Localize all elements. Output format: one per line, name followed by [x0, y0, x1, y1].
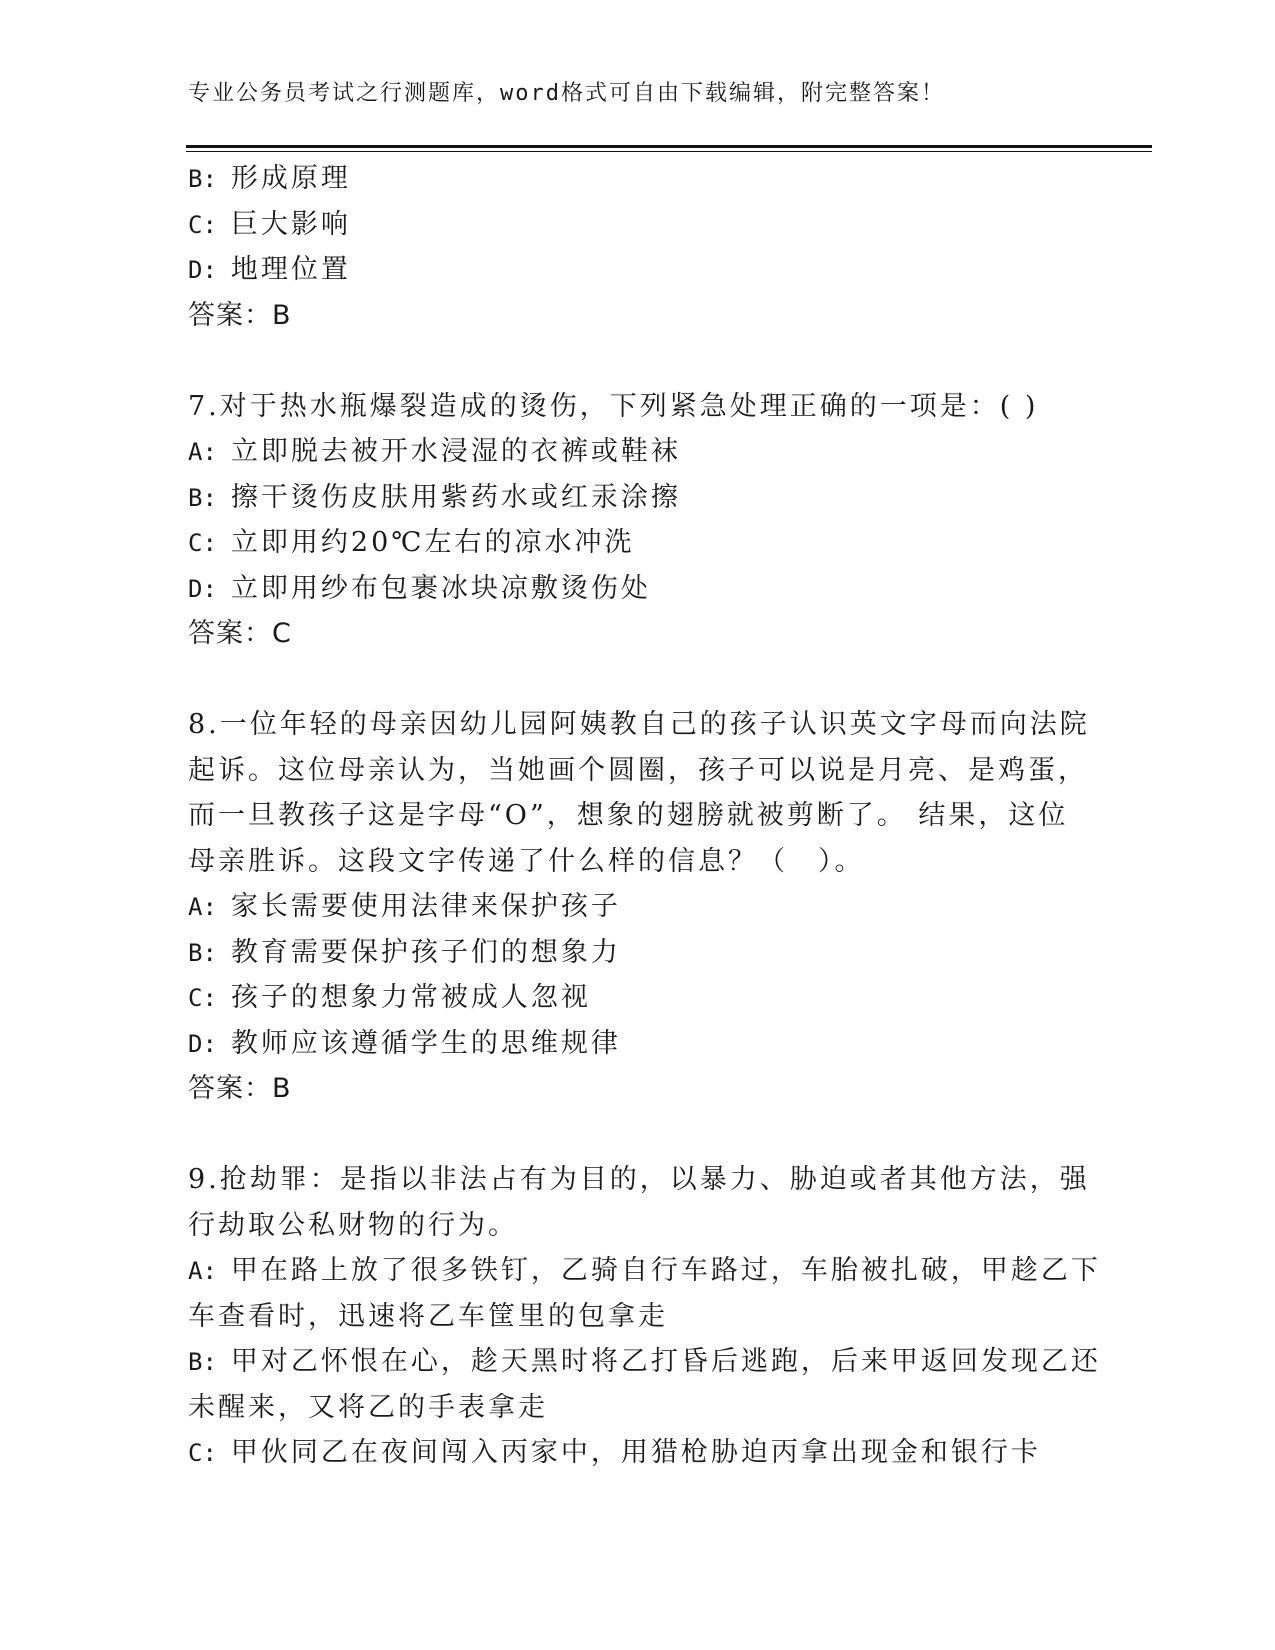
question-9 — [188, 1157, 1101, 1476]
option-b: B: 形成原理 — [188, 163, 351, 194]
option-b: B: 擦干烫伤皮肤用紫药水或红汞涂擦 — [188, 481, 681, 513]
question-stem-line: 行劫取公私财物的行为。 — [188, 1209, 518, 1241]
option-c: C: 孩子的想象力常被成人忽视 — [188, 982, 591, 1013]
option-c: C: 巨大影响 — [188, 208, 351, 240]
option-b: B: 教育需要保护孩子们的想象力 — [188, 936, 621, 968]
option-a: A: 甲在路上放了很多铁钉，乙骑自行车路过，车胎被扎破，甲趁乙下 车查看时，迅速将乙车筐里的包拿走 — [188, 1248, 1088, 1339]
answer: 答案：B — [188, 1073, 292, 1104]
question-stem-line: 母亲胜诉。这段文字传递了什么样的信息？（ ）。 — [188, 845, 865, 877]
question-stem-line: 9.抢劫罪：是指以非法占有为目的，以暴力、胁迫或者其他方法，强 — [188, 1164, 1090, 1195]
answer: 答案：C — [188, 618, 292, 649]
answer: 答案：B — [188, 299, 292, 331]
option-c: C: 立即用约20℃左右的凉水冲洗 — [188, 527, 635, 558]
option-continuation: 未醒来，又将乙的手表拿走 — [188, 1391, 548, 1423]
question-stem-line: 而一旦教孩子这是字母“O”，想象的翅膀就被剪断了。 结果，这位 — [188, 800, 1069, 831]
option-d: D: 教师应该遵循学生的思维规律 — [188, 1027, 621, 1059]
question-stem-line: 8.一位年轻的母亲因幼儿园阿姨教自己的孩子认识英文字母而向法院 — [188, 709, 1090, 740]
header-rule-thick — [186, 145, 1152, 148]
option-b: B: 甲对乙怀恨在心，趁天黑时将乙打昏后逃跑，后来甲返回发现乙还 未醒来，又将乙的手表拿走 — [188, 1339, 1088, 1430]
option-c: C: 甲伙同乙在夜间闯入丙家中，用猎枪胁迫丙拿出现金和银行卡 — [188, 1437, 1041, 1468]
question-stem: 7.对于热水瓶爆裂造成的烫伤，下列紧急处理正确的一项是：( ) — [188, 390, 1039, 422]
question-7 — [188, 384, 1088, 657]
page-header: 专业公务员考试之行测题库，word格式可自由下载编辑，附完整答案！ — [188, 81, 945, 106]
option-d: D: 立即用纱布包裹冰块凉敷烫伤处 — [188, 572, 651, 604]
option-a: A: 家长需要使用法律来保护孩子 — [188, 891, 621, 922]
document-body — [188, 156, 1101, 1476]
question-stem-line: 起诉。这位母亲认为，当她画个圆圈，孩子可以说是月亮、是鸡蛋， — [188, 754, 1088, 786]
header-rule-thin — [186, 151, 1152, 152]
option-a: A: 立即脱去被开水浸湿的衣裤或鞋袜 — [188, 436, 681, 467]
option-d: D: 地理位置 — [188, 254, 351, 285]
question-8 — [188, 702, 1088, 1112]
option-continuation: 车查看时，迅速将乙车筐里的包拿走 — [188, 1300, 668, 1332]
prev-question — [188, 156, 1088, 338]
